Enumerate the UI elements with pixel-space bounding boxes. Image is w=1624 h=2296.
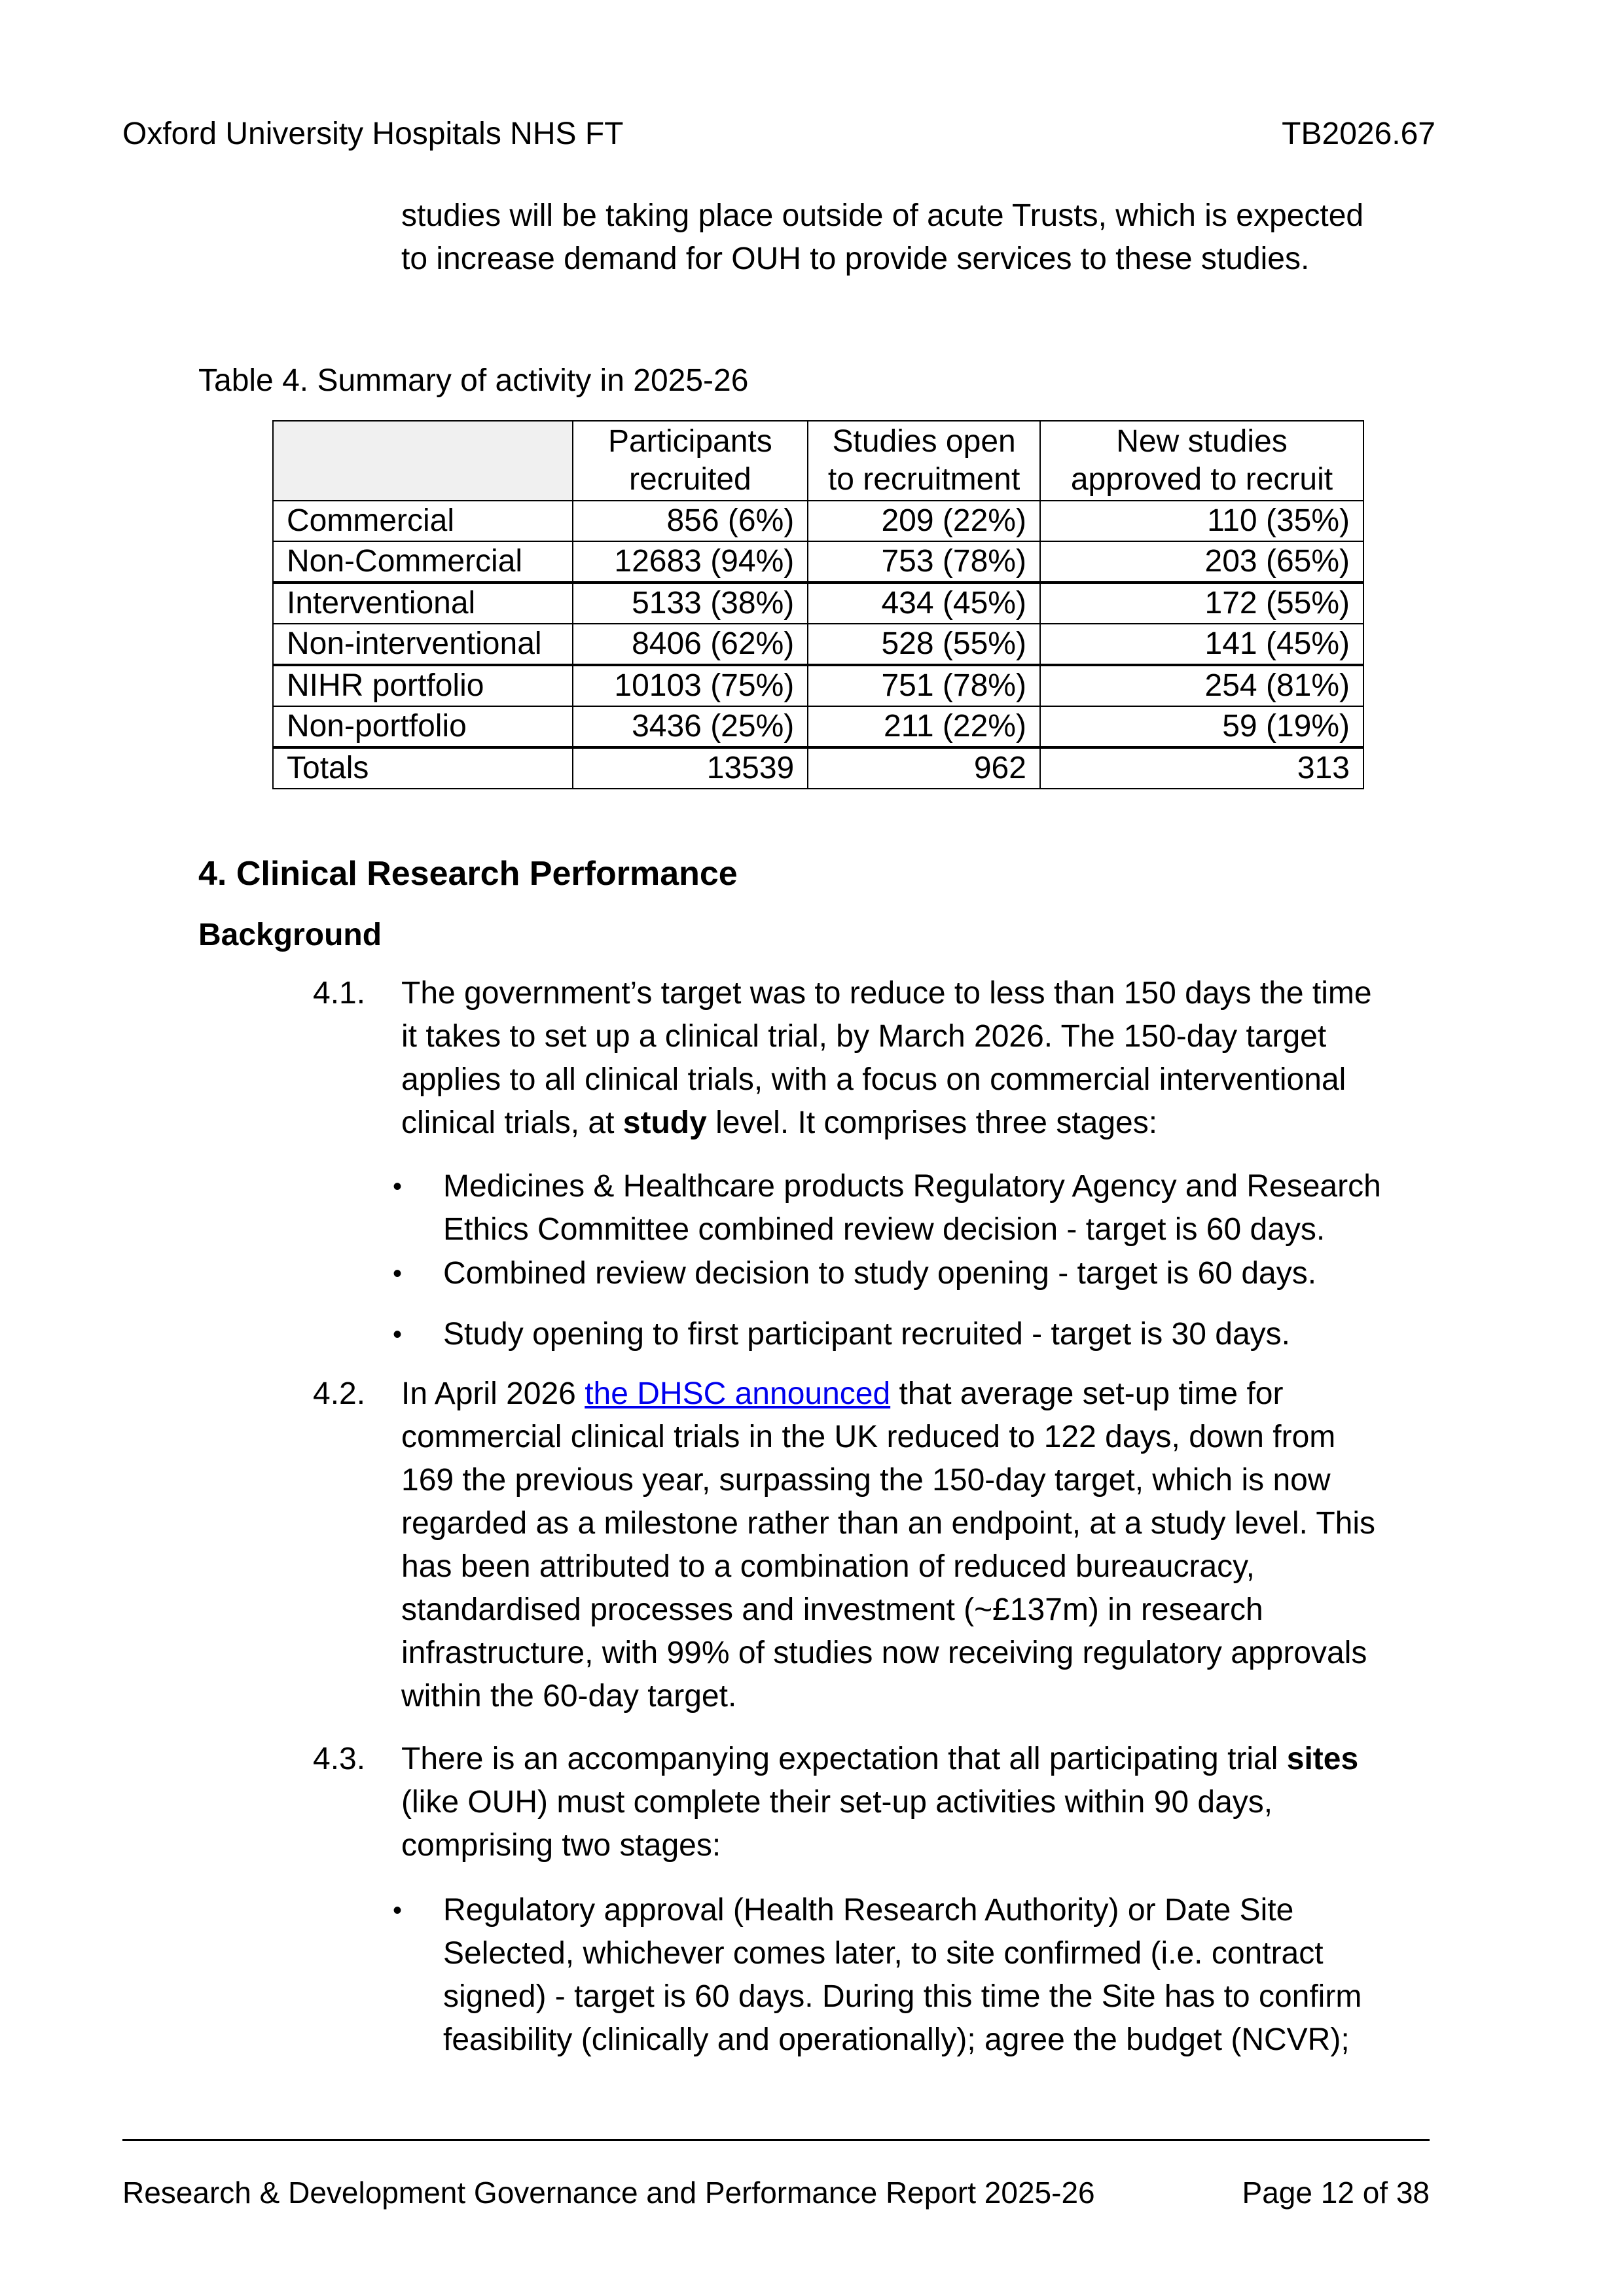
row-label: Totals [273,747,573,789]
table-caption: Table 4. Summary of activity in 2025-26 [198,363,749,398]
paragraph-number: 4.2. [313,1376,366,1411]
footer-divider [122,2139,1430,2141]
text-span: There is an accompanying expectation that all participating trial [401,1742,1287,1776]
row-label: Commercial [273,501,573,541]
bullet-marker: • [393,1259,403,1288]
cell-approved: 59 (19%) [1040,706,1363,747]
text-span: clinical trials, at [401,1105,623,1140]
header-studies-open [808,421,1040,501]
paragraph-line: The government’s target was to reduce to less than 150 days the time [401,976,1372,1011]
table-totals-row [273,747,1363,789]
footer-page-number: Page 12 of 38 [1242,2176,1430,2210]
cell-approved: 172 (55%) [1040,583,1363,624]
paragraph-line: comprising two stages: [401,1828,721,1863]
cell-studies: 528 (55%) [808,624,1040,665]
paragraph-number: 4.3. [313,1742,366,1776]
header-text: Studies open [832,424,1016,459]
bold-text: sites [1286,1742,1359,1776]
paragraph-4-3 [401,1738,1449,1867]
bullet-item [443,1889,1454,2062]
bullet-line: Combined review decision to study opening - target is 60 days. [443,1256,1317,1291]
cell-studies: 751 (78%) [808,665,1040,706]
paragraph-line: infrastructure, with 99% of studies now receiving regulatory approvals [401,1636,1367,1670]
header-text: New studies [1116,424,1288,459]
text-span: level. It comprises three stages: [706,1105,1158,1140]
table-row [273,665,1363,706]
header-text: approved to recruit [1070,462,1333,497]
cell-approved: 254 (81%) [1040,665,1363,706]
table-row [273,706,1363,747]
bullet-marker: • [393,1172,403,1201]
cell-studies: 211 (22%) [808,706,1040,747]
paragraph-line [401,1372,1449,1416]
cell-participants: 856 (6%) [573,501,808,541]
bullet-item [443,1252,1454,1295]
bullet-line: Ethics Committee combined review decision - target is 60 days. [443,1212,1326,1247]
footer-report-title: Research & Development Governance and Performance Report 2025-26 [122,2176,1095,2210]
header-org-name: Oxford University Hospitals NHS FT [122,117,624,151]
bullet-line: Selected, whichever comes later, to site confirmed (i.e. contract [443,1936,1324,1971]
bold-text: study [623,1105,707,1140]
cell-studies: 209 (22%) [808,501,1040,541]
text-span: that average set-up time for [890,1376,1284,1411]
row-label: Non-interventional [273,624,573,665]
row-label: Interventional [273,583,573,624]
paragraph-4-1 [401,972,1449,1145]
cell-approved: 313 [1040,747,1363,789]
row-label: Non-portfolio [273,706,573,747]
cell-participants: 10103 (75%) [573,665,808,706]
header-participants [573,421,808,501]
bullet-marker: • [393,1896,403,1925]
cell-studies: 434 (45%) [808,583,1040,624]
paragraph-number: 4.1. [313,976,366,1011]
paragraph-line: regarded as a milestone rather than an endpoint, at a study level. This [401,1506,1376,1541]
paragraph-line: within the 60-day target. [401,1679,737,1713]
bullet-line: Medicines & Healthcare products Regulatory Agency and Research [443,1169,1381,1204]
cell-participants: 8406 (62%) [573,624,808,665]
paragraph-line: has been attributed to a combination of reduced bureaucracy, [401,1549,1255,1584]
bullet-line: Study opening to first participant recruited - target is 30 days. [443,1317,1291,1352]
bullet-line: Regulatory approval (Health Research Authority) or Date Site [443,1893,1294,1928]
cell-participants: 13539 [573,747,808,789]
cell-approved: 110 (35%) [1040,501,1363,541]
row-label: NIHR portfolio [273,665,573,706]
table-row [273,501,1363,541]
dhsc-announcement-link[interactable]: the DHSC announced [585,1376,891,1411]
cell-approved: 141 (45%) [1040,624,1363,665]
cell-participants: 12683 (94%) [573,541,808,583]
bullet-item [443,1313,1454,1356]
cell-participants: 3436 (25%) [573,706,808,747]
bullet-line: feasibility (clinically and operationally); agree the budget (NCVR); [443,2022,1350,2057]
intro-line: studies will be taking place outside of acute Trusts, which is expected [401,198,1364,233]
section-heading: 4. Clinical Research Performance [198,855,738,893]
paragraph-line [401,1738,1449,1781]
paragraph-line: (like OUH) must complete their set-up activities within 90 days, [401,1785,1273,1820]
paragraph-4-2 [401,1372,1449,1718]
bullet-line: signed) - target is 60 days. During this time the Site has to confirm [443,1979,1362,2014]
activity-summary-table [272,420,1364,789]
paragraph-line: 169 the previous year, surpassing the 150-day target, which is now [401,1463,1331,1498]
bullet-item [443,1165,1454,1251]
header-text: recruited [628,462,751,497]
header-doc-ref: TB2026.67 [1282,117,1435,151]
paragraph-line: commercial clinical trials in the UK reduced to 122 days, down from [401,1420,1336,1454]
paragraph-line: applies to all clinical trials, with a focus on commercial interventional [401,1062,1346,1097]
paragraph-line: standardised processes and investment (~£137m) in research [401,1592,1263,1627]
table-row [273,541,1363,583]
table-row [273,583,1363,624]
header-text: Participants [607,424,772,459]
paragraph-line [401,1102,1449,1145]
header-new-studies [1040,421,1363,501]
cell-studies: 753 (78%) [808,541,1040,583]
intro-paragraph [401,194,1449,281]
subsection-heading: Background [198,918,382,952]
row-label: Non-Commercial [273,541,573,583]
cell-studies: 962 [808,747,1040,789]
intro-line: to increase demand for OUH to provide services to these studies. [401,242,1310,276]
bullet-marker: • [393,1320,403,1349]
table-header-row [273,421,1363,501]
paragraph-line: it takes to set up a clinical trial, by March 2026. The 150-day target [401,1019,1327,1054]
cell-approved: 203 (65%) [1040,541,1363,583]
header-blank-cell [273,421,573,501]
header-text: to recruitment [827,462,1020,497]
cell-participants: 5133 (38%) [573,583,808,624]
text-span: In April 2026 [401,1376,585,1411]
table-row [273,624,1363,665]
